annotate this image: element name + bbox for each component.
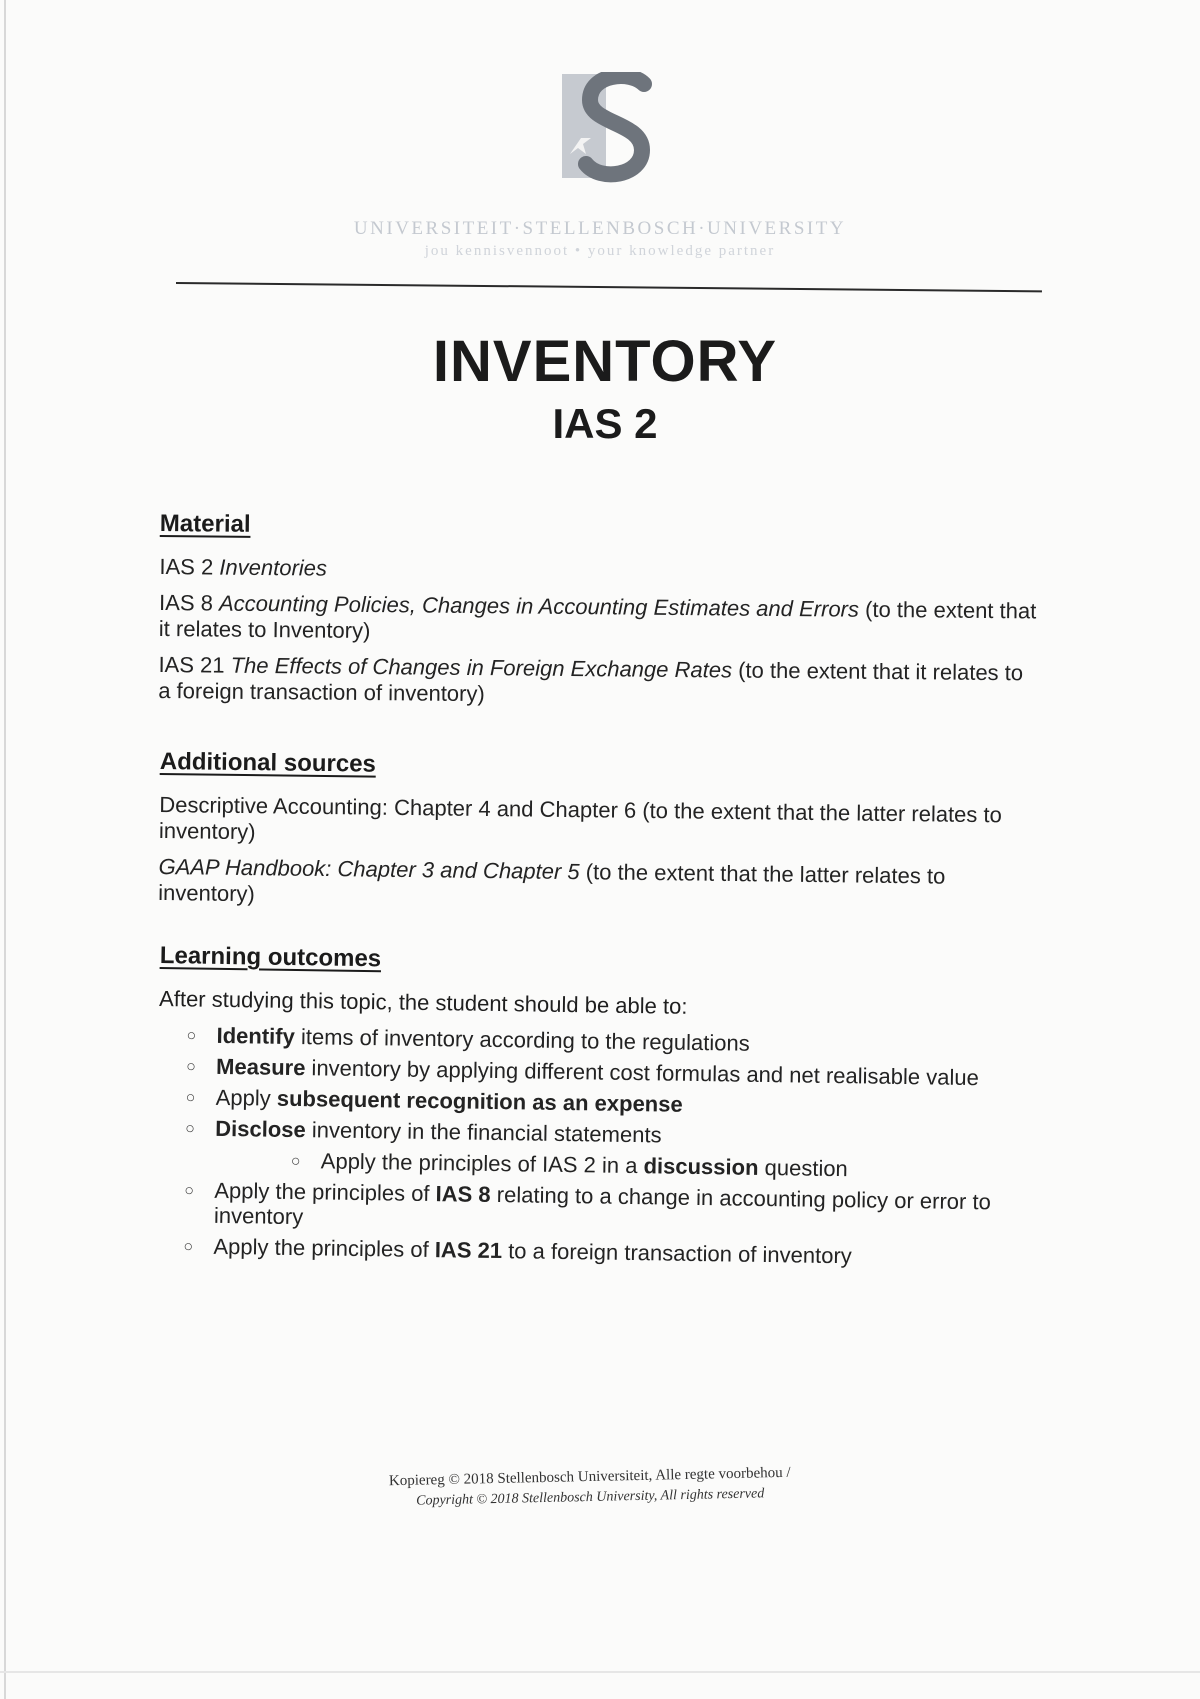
outcome-item: ○ Identify items of inventory according to the regulations (186, 1022, 750, 1056)
document-subtitle: IAS 2 (552, 400, 658, 447)
circle-bullet-icon: ○ (185, 1120, 196, 1138)
material-item-ias21: IAS 21 The Effects of Changes in Foreign Exchange Rates (to the extent that it relates to a foreign transaction of inventory) (158, 651, 1024, 707)
material-heading: Material (159, 510, 251, 538)
learning-outcomes-heading: Learning outcomes (159, 942, 382, 973)
circle-bullet-icon: ○ (186, 1058, 196, 1076)
university-name: UNIVERSITEIT·STELLENBOSCH·UNIVERSITY (353, 218, 847, 239)
copyright-line-afrikaans: Kopiereg © 2018 Stellenbosch Universiteit, Alle regte voorbehou / (388, 1464, 791, 1490)
circle-bullet-icon: ○ (185, 1089, 196, 1107)
circle-bullet-icon: ○ (290, 1152, 301, 1171)
outcome-item: ○ Apply subsequent recognition as an expense (185, 1084, 683, 1117)
material-section (158, 510, 1040, 722)
outcome-item: ○ Disclose inventory in the financial statements (185, 1115, 662, 1148)
learning-outcomes-list (155, 1022, 1038, 1271)
scan-edge-left (4, 0, 6, 1699)
circle-bullet-icon: ○ (184, 1182, 195, 1200)
university-tagline: jou kennisvennoot • your knowledge partner (424, 243, 776, 259)
outcome-item: ○ Apply the principles of IAS 8 relating to a change in accounting policy or error to inventory (184, 1177, 991, 1230)
additional-sources-heading: Additional sources (159, 748, 377, 778)
header-divider (176, 282, 1042, 292)
outcome-sub-item: ○ Apply the principles of IAS 2 in a discussion question (290, 1148, 848, 1182)
learning-outcomes-section (155, 942, 1040, 1277)
material-item-ias2: IAS 2 Inventories (159, 553, 328, 581)
copyright-footer (240, 1459, 941, 1516)
additional-source-descriptive-accounting: Descriptive Accounting: Chapter 4 and Chapter 6 (to the extent that the latter relates to inventory) (158, 791, 1003, 845)
document-title: INVENTORY (432, 329, 778, 394)
outcome-item: ○ Apply the principles of IAS 21 to a foreign transaction of inventory (183, 1233, 852, 1269)
circle-bullet-icon: ○ (183, 1238, 194, 1256)
scan-edge-bottom (0, 1671, 1200, 1673)
circle-bullet-icon: ○ (186, 1027, 197, 1045)
copyright-line-english: Copyright © 2018 Stellenbosch University, All rights reserved (416, 1486, 765, 1509)
additional-sources-section (158, 748, 1040, 927)
outcome-item: ○ Measure inventory by applying different cost formulas and net realisable value (186, 1053, 979, 1091)
additional-source-gaap-handbook: GAAP Handbook: Chapter 3 and Chapter 5 (to the extent that the latter relates to inventory) (158, 853, 946, 907)
material-item-ias8: IAS 8 Accounting Policies, Changes in Accounting Estimates and Errors (to the extent that it relates to Inventory) (158, 589, 1037, 644)
learning-outcomes-intro: After studying this topic, the student should be able to: (158, 985, 688, 1019)
stellenbosch-s-logo-icon (560, 72, 660, 184)
